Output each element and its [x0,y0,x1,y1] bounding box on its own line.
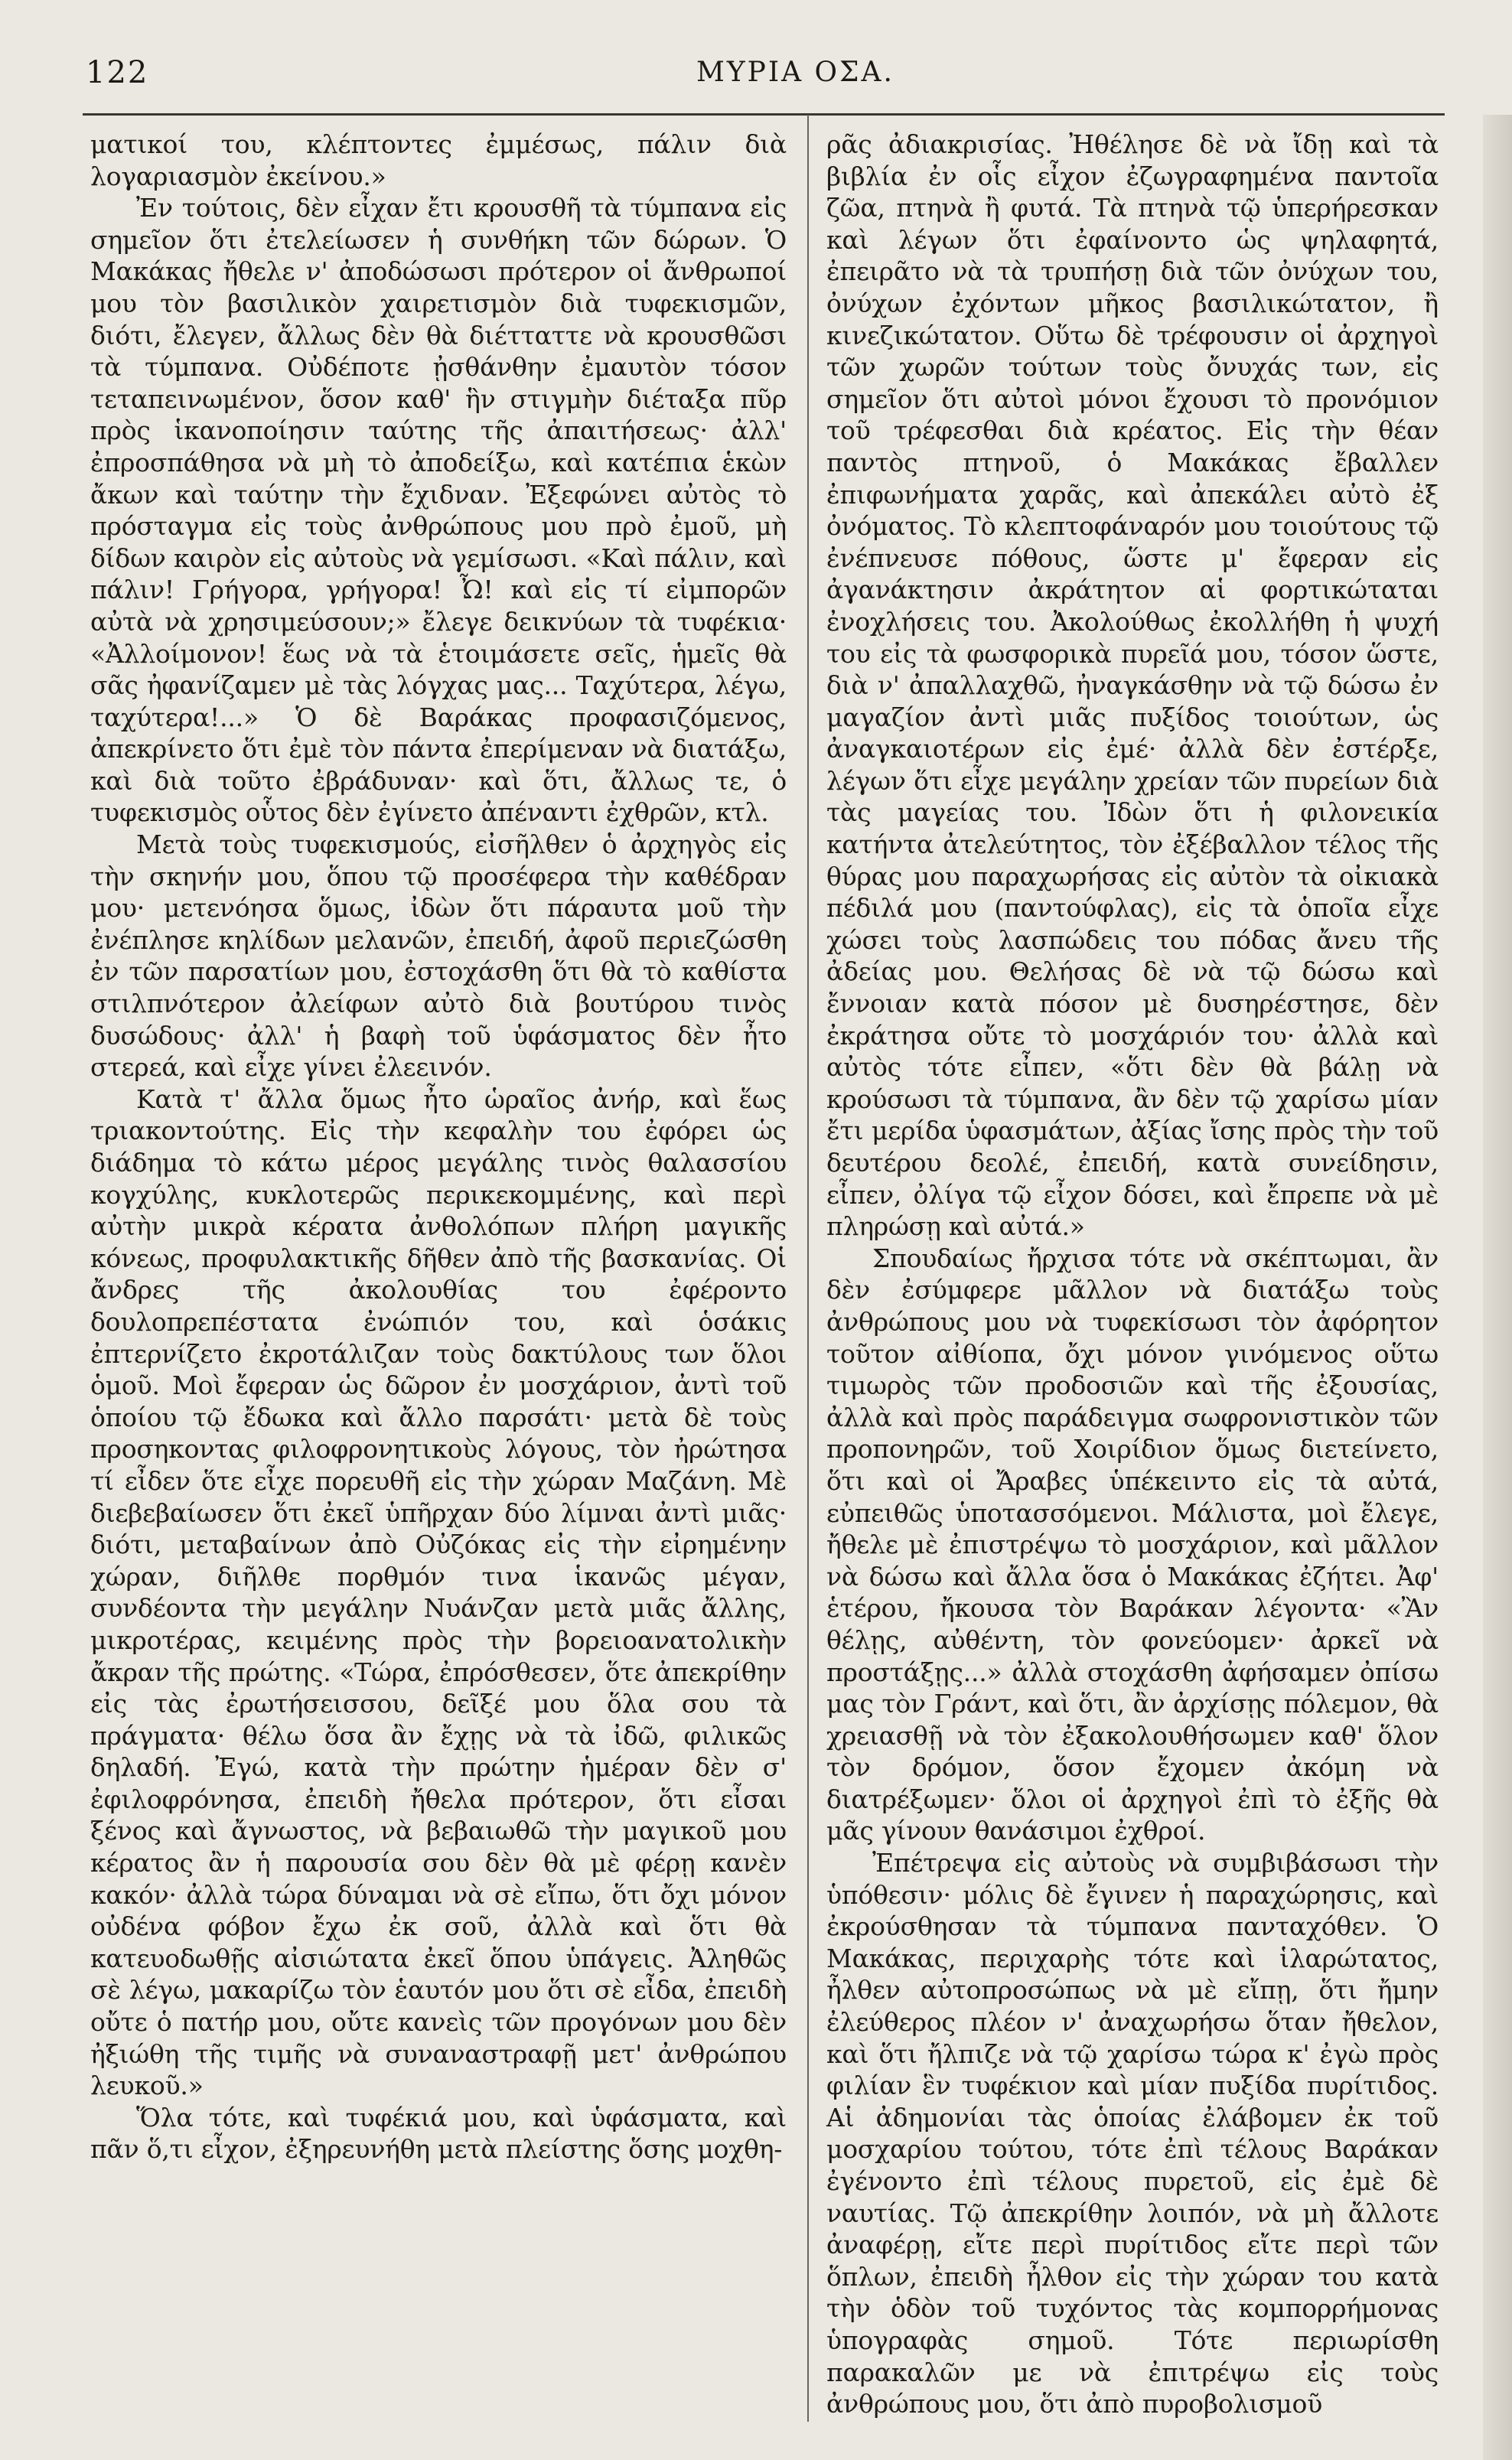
paragraph: Ὅλα τότε, καὶ τυφέκιά μου, καὶ ὑφάσματα, καὶ πᾶν ὅ,τι εἶχον, ἐξηρευνήθη μετὰ πλείστης ὅσης μοχθη- [90,2102,787,2165]
left-column [90,129,787,2165]
column-divider [807,115,809,2422]
running-head: ΜΥΡΙΑ ΟΣΑ. [696,57,894,88]
paragraph: Μετὰ τοὺς τυφεκισμούς, εἰσῆλθεν ὁ ἀρχηγὸς εἰς τὴν σκηνήν μου, ὅπου τῷ προσέφερα τὴν καθέδραν μου· μετενόησα ὅμως, ἰδὼν ὅτι πάραυτα μοῦ τὴν ἐνέπλησε κηλίδων μελανῶν, ἐπειδή, ἀφοῦ περιεζώσθη ἐν τῶν παρσατίων μου, ἐστοχάσθη ὅτι θὰ τὸ καθίστα στιλπνότερον ἀλείφων αὐτὸ διὰ βουτύρου τινὸς δυσώδους· ἀλλ' ἡ βαφὴ τοῦ ὑφάσματος δὲν ἦτο στερεά, καὶ εἶχε γίνει ἐλεεινόν. [90,829,787,1083]
paragraph: ματικοί του, κλέπτοντες ἐμμέσως, πάλιν διὰ λογαριασμὸν ἐκείνου.» [90,129,787,191]
right-column [826,129,1439,2420]
page-number: 122 [86,55,149,90]
paragraph: Ἐν τούτοις, δὲν εἶχαν ἔτι κρουσθῆ τὰ τύμπανα εἰς σημεῖον ὅτι ἐτελείωσεν ἡ συνθήκη τῶν δώρων. Ὁ Μακάκας ἤθελε ν' ἀποδώσωσι πρότερον οἱ ἄνθρωποί μου τὸν βασιλικὸν χαιρετισμὸν διὰ τυφεκισμῶν, διότι, ἔλεγεν, ἄλλως δὲν θὰ διέτταττε νὰ κρουσθῶσι τὰ τύμπανα. Οὐδέποτε ᾐσθάνθην ἐμαυτὸν τόσον τεταπεινωμένον, ὅσον καθ' ἣν στιγμὴν διέταξα πῦρ πρὸς ἱκανοποίησιν ταύτης τῆς ἀπαιτήσεως· ἀλλ' ἐπροσπάθησα νὰ μὴ τὸ ἀποδείξω, καὶ κατέπια ἑκὼν ἄκων καὶ ταύτην τὴν ἔχιδναν. Ἐξεφώνει αὐτὸς τὸ πρόσταγμα εἰς τοὺς ἀνθρώπους μου πρὸ ἐμοῦ, μὴ δίδων καιρὸν εἰς αὐτοὺς νὰ γεμίσωσι. «Καὶ πάλιν, καὶ πάλιν! Γρήγορα, γρήγορα! Ὦ! καὶ εἰς τί εἰμπορῶν αὐτὰ νὰ χρησιμεύσουν;» ἔλεγε δεικνύων τὰ τυφέκια· «Ἀλλοίμονον! ἕως νὰ τὰ ἑτοιμάσετε σεῖς, ἡμεῖς θὰ σᾶς ἠφανίζαμεν μὲ τὰς λόγχας μας... Ταχύτερα, λέγω, ταχύτερα!...» Ὁ δὲ Βαράκας προφασιζόμενος, ἀπεκρίνετο ὅτι ἐμὲ τὸν πάντα ἐπερίμεναν νὰ διατάξω, καὶ διὰ τοῦτο ἐβράδυναν· καὶ ὅτι, ἄλλως τε, ὁ τυφεκισμὸς οὗτος δὲν ἐγίνετο ἀπέναντι ἐχθρῶν, κτλ. [90,193,787,828]
paragraph: ρᾶς ἀδιακρισίας. Ἠθέλησε δὲ νὰ ἴδῃ καὶ τὰ βιβλία ἐν οἷς εἶχον ἐζωγραφημένα παντοῖα ζῶα, πτηνὰ ἢ φυτά. Τὰ πτηνὰ τῷ ὑπερήρεσκαν καὶ λέγων ὅτι ἐφαίνοντο ὡς ψηλαφητά, ἐπειρᾶτο νὰ τὰ τρυπήσῃ διὰ τῶν ὀνύχων του, ὀνύχων ἐχόντων μῆκος βασιλικώτατον, ἢ κινεζικώτατον. Οὕτω δὲ τρέφουσιν οἱ ἀρχηγοὶ τῶν χωρῶν τούτων τοὺς ὄνυχάς των, εἰς σημεῖον ὅτι αὐτοὶ μόνοι ἔχουσι τὸ προνόμιον τοῦ τρέφεσθαι διὰ κρέατος. Εἰς τὴν θέαν παντὸς πτηνοῦ, ὁ Μακάκας ἔβαλλεν ἐπιφωνήματα χαρᾶς, καὶ ἀπεκάλει αὐτὸ ἐξ ὀνόματος. Τὸ κλεπτοφάναρόν μου τοιούτους τῷ ἐνέπνευσε πόθους, ὥστε μ' ἔφεραν εἰς ἀγανάκτησιν ἀκράτητον αἱ φορτικώταται ἐνοχλήσεις του. Ἀκολούθως ἐκολλήθη ἡ ψυχή του εἰς τὰ φωσφορικὰ πυρεῖά μου, τόσον ὥστε, διὰ ν' ἀπαλλαχθῶ, ἠναγκάσθην νὰ τῷ δώσω ἐν μαγαζίον ἀντὶ μιᾶς πυξίδος τοιούτων, ὡς ἀναγκαιοτέρων εἰς ἐμέ· ἀλλὰ δὲν ἐστέρξε, λέγων ὅτι εἶχε μεγάλην χρείαν τῶν πυρείων διὰ τὰς μαγείας του. Ἰδὼν ὅτι ἡ φιλονεικία κατήντα ἀτελεύτητος, τὸν ἐξέβαλλον τέλος τῆς θύρας μου παραχωρήσας εἰς αὐτὸν τὰ οἰκιακὰ πέδιλά μου (παντούφλας), εἰς τὰ ὁποῖα εἶχε χώσει τοὺς λασπώδεις του πόδας ἄνευ τῆς ἀδείας μου. Θελήσας δὲ νὰ τῷ δώσω καὶ ἔννοιαν κατὰ πόσον μὲ δυσηρέστησε, δὲν ἐκράτησα οὔτε τὸ μοσχάριόν του· ἀλλὰ καὶ αὐτὸς τότε εἶπεν, «ὅτι δὲν θὰ βάλῃ νὰ κρούσωσι τὰ τύμπανα, ἂν δὲν τῷ χαρίσω μίαν ἔτι μερίδα ὑφασμάτων, ἀξίας ἴσης πρὸς τὴν τοῦ δευτέρου δεολέ, ἐπειδή, κατὰ συνείδησιν, εἶπεν, ὀλίγα τῷ εἶχον δόσει, καὶ ἔπρεπε νὰ μὲ πληρώσῃ καὶ αὐτά.» [826,129,1439,1242]
page-header [0,46,1512,107]
paragraph: Ἐπέτρεψα εἰς αὐτοὺς νὰ συμβιβάσωσι τὴν ὑπόθεσιν· μόλις δὲ ἔγινεν ἡ παραχώρησις, καὶ ἐκρούσθησαν τὰ τύμπανα πανταχόθεν. Ὁ Μακάκας, περιχαρὴς τότε καὶ ἱλαρώτατος, ἦλθεν αὐτοπροσώπως νὰ μὲ εἴπῃ, ὅτι ἤμην ἐλεύθερος πλέον ν' ἀναχωρήσω ὅταν ἤθελον, καὶ ὅτι ἤλπιζε νὰ τῷ χαρίσω τώρα κ' ἐγὼ πρὸς φιλίαν ἓν τυφέκιον καὶ μίαν πυξίδα πυρίτιδος. Αἱ ἀδημονίαι τὰς ὁποίας ἐλάβομεν ἐκ τοῦ μοσχαρίου τούτου, τότε ἐπὶ τέλους Βαράκαν ἐγένοντο ἐπὶ τέλους πυρετοῦ, εἰς ἐμὲ δὲ ναυτίας. Τῷ ἀπεκρίθην λοιπόν, νὰ μὴ ἄλλοτε ἀναφέρῃ, εἴτε περὶ πυρίτιδος εἴτε περὶ τῶν ὅπλων, ἐπειδὴ ἦλθον εἰς τὴν χώραν του κατὰ τὴν ὁδὸν τοῦ τυχόντος τὰς κομπορρήμονας ὑπογραφὰς σημοῦ. Τότε περιωρίσθη παρακαλῶν με νὰ ἐπιτρέψω εἰς τοὺς ἀνθρώπους μου, ὅτι ἀπὸ πυροβολισμοῦ [826,1848,1439,2419]
facing-page-edge [1483,115,1512,2460]
paragraph: Κατὰ τ' ἄλλα ὅμως ἦτο ὡραῖος ἀνήρ, καὶ ἕως τριακοντούτης. Εἰς τὴν κεφαλὴν του ἐφόρει ὡς διάδημα τὸ κάτω μέρος μεγάλης τινὸς θαλασσίου κογχύλης, κυκλοτερῶς περικεκομμένης, καὶ περὶ αὐτὴν μικρὰ κέρατα ἀνθολόπων πλήρη μαγικῆς κόνεως, προφυλακτικῆς δῆθεν ἀπὸ τῆς βασκανίας. Οἱ ἄνδρες τῆς ἀκολουθίας του ἐφέροντο δουλοπρεπέστατα ἐνώπιόν του, καὶ ὁσάκις ἐπτερνίζετο ἐκροτάλιζαν τοὺς δακτύλους των ὅλοι ὁμοῦ. Μοὶ ἔφεραν ὡς δῶρον ἐν μοσχάριον, ἀντὶ τοῦ ὁποίου τῷ ἔδωκα καὶ ἄλλο παρσάτι· μετὰ δὲ τοὺς προσηκοντας φιλοφρονητικοὺς λόγους, τὸν ἠρώτησα τί εἶδεν ὅτε εἶχε πορευθῆ εἰς τὴν χώραν Μαζάνη. Μὲ διεβεβαίωσεν ὅτι ἐκεῖ ὑπῆρχαν δύο λίμναι ἀντὶ μιᾶς· διότι, μεταβαίνων ἀπὸ Οὐζόκας εἰς τὴν εἰρημένην χώραν, διῆλθε πορθμόν τινα ἱκανῶς μέγαν, συνδέοντα τὴν μεγάλην Νυάνζαν μετὰ μιᾶς ἄλλης, μικροτέρας, κειμένης πρὸς τὴν βορειοανατολικὴν ἄκραν τῆς πρώτης. «Τώρα, ἐπρόσθεσεν, ὅτε ἀπεκρίθην εἰς τὰς ἐρωτήσεισσου, δεῖξέ μου ὅλα σου τὰ πράγματα· θέλω ὅσα ἂν ἔχῃς νὰ τὰ ἰδῶ, φιλικῶς δηλαδή. Ἐγώ, κατὰ τὴν πρώτην ἡμέραν δὲν σ' ἐφιλοφρόνησα, ἐπειδὴ ἤθελα πρότερον, ὅτι εἶσαι ξένος καὶ ἄγνωστος, νὰ βεβαιωθῶ τὴν μαγικοῦ μου κέρατος ἂν ἡ παρουσία σου δὲν θὰ μὲ φέρῃ κανὲν κακόν· ἀλλὰ τώρα δύναμαι νὰ σὲ εἴπω, ὅτι ὄχι μόνον οὐδένα φόβον ἔχω ἐκ σοῦ, ἀλλὰ καὶ ὅτι θὰ κατευοδωθῇς αἰσιώτατα ἐκεῖ ὅπου ὑπάγεις. Ἀληθῶς σὲ λέγω, μακαρίζω τὸν ἑαυτόν μου ὅτι σὲ εἶδα, ἐπειδὴ οὔτε ὁ πατήρ μου, οὔτε κανεὶς τῶν προγόνων μου δὲν ἠξιώθη τῆς τιμῆς νὰ συναναστραφῇ μετ' ἀνθρώπου λευκοῦ.» [90,1083,787,2101]
paragraph: Σπουδαίως ἤρχισα τότε νὰ σκέπτωμαι, ἂν δὲν ἐσύμφερε μᾶλλον νὰ διατάξω τοὺς ἀνθρώπους μου νὰ τυφεκίσωσι τὸν ἀφόρητον τοῦτον αἰθίοπα, ὄχι μόνον γινόμενος οὕτω τιμωρὸς τῶν προδοσιῶν καὶ τῆς ἐξουσίας, ἀλλὰ καὶ πρὸς παράδειγμα σωφρονιστικὸν τῶν προπονηρῶν, τοῦ Χοιρίδιον ὅμως διετείνετο, ὅτι καὶ οἱ Ἄραβες ὑπέκειντο εἰς τὰ αὐτά, εὐπειθῶς ὑποτασσόμενοι. Μάλιστα, μοὶ ἔλεγε, ἤθελε μὲ ἐπιστρέψω τὸ μοσχάριον, καὶ μᾶλλον νὰ δώσω καὶ ἄλλα ὅσα ὁ Μακάκας ἐζήτει. Ἀφ' ἑτέρου, ἤκουσα τὸν Βαράκαν λέγοντα· «Ἂν θέλῃς, αὐθέντη, τὸν φονεύομεν· ἀρκεῖ νὰ προστάξῃς...» ἀλλὰ στοχάσθη ἀφήσαμεν ὀπίσω μας τὸν Γράντ, καὶ ὅτι, ἂν ἀρχίσῃς πόλεμον, θὰ χρειασθῇ νὰ τὸν ἐξακολουθήσωμεν καθ' ὅλον τὸν δρόμον, ὅσον ἔχομεν ἀκόμη νὰ διατρέξωμεν· ὅλοι οἱ ἀρχηγοὶ ἐπὶ τὸ ἐξῆς θὰ μᾶς γίνουν θανάσιμοι ἐχθροί. [826,1243,1439,1846]
header-rule [83,113,1445,116]
